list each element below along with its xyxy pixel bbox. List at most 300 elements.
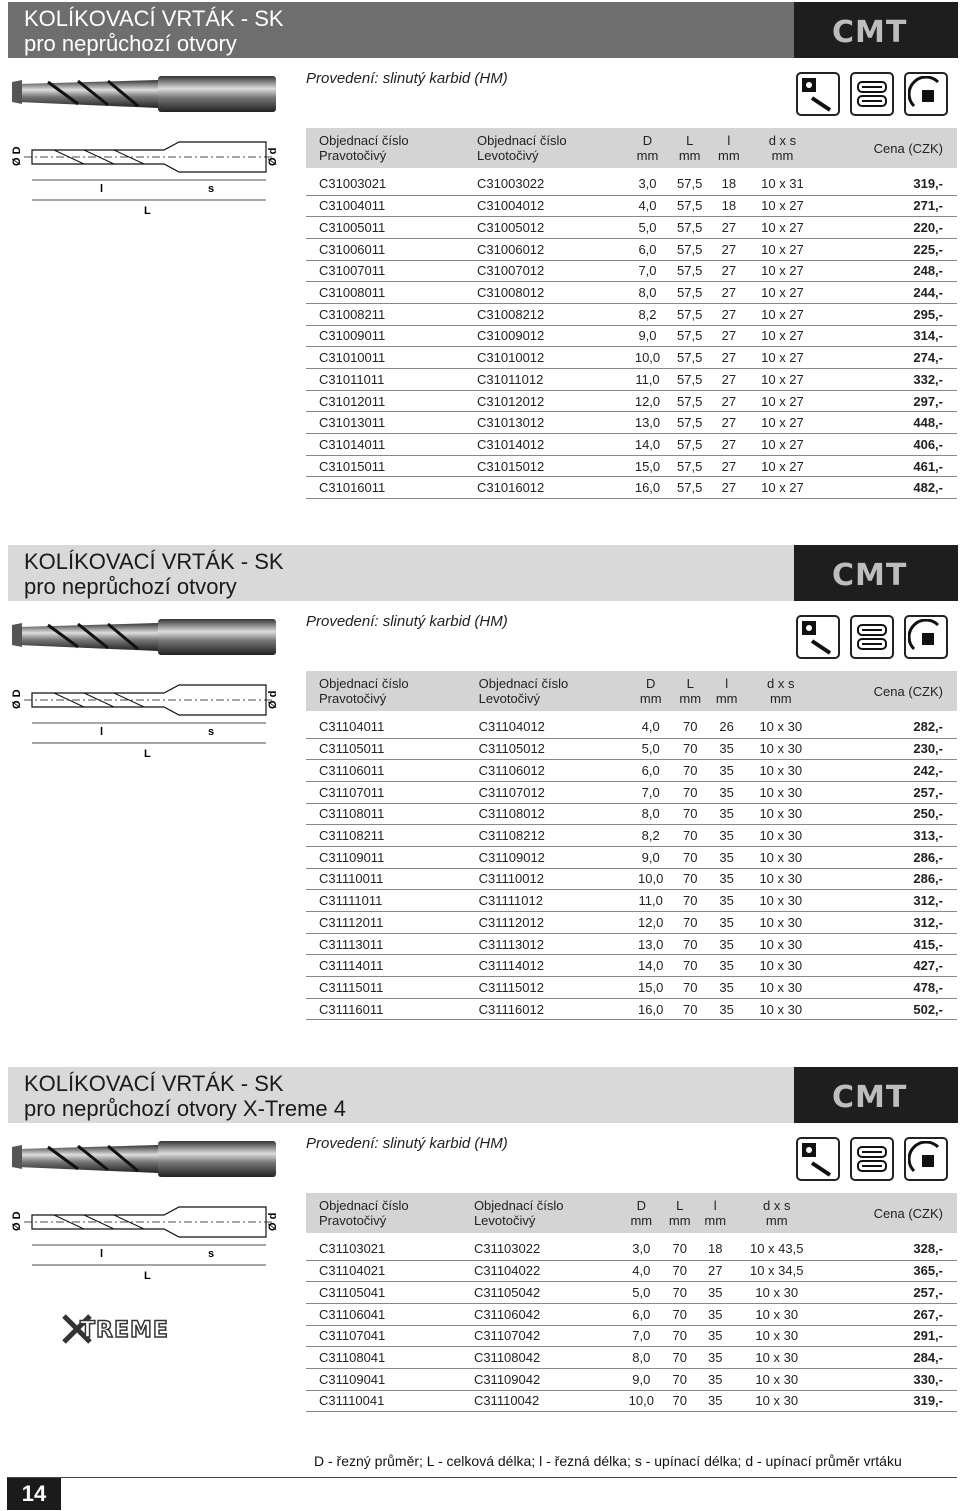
cell-code-left: C31014012 — [477, 434, 626, 456]
title-box — [8, 1067, 794, 1123]
cell-code-left: C31008212 — [477, 303, 626, 325]
table-row — [306, 760, 957, 782]
cell-code-right: C31107011 — [306, 781, 479, 803]
table-row — [306, 325, 957, 347]
cell-price: 314,- — [818, 325, 957, 347]
cell-diameter-D: 8,0 — [629, 803, 672, 825]
table-row — [306, 803, 957, 825]
cell-shank-dxs: 10 x 34,5 — [733, 1260, 821, 1282]
cell-shank-dxs: 10 x 27 — [747, 260, 818, 282]
cell-diameter-D: 8,0 — [621, 1347, 662, 1369]
cell-cutting-length-l: 35 — [697, 1303, 732, 1325]
section-header — [8, 1067, 958, 1123]
title-line-1: KOLÍKOVACÍ VRTÁK - SK — [24, 1071, 284, 1096]
cell-shank-dxs: 10 x 30 — [745, 781, 817, 803]
cell-code-left: C31110042 — [474, 1390, 621, 1412]
cell-code-right: C31105011 — [306, 738, 479, 760]
table-row — [306, 195, 957, 217]
cell-code-right: C31003021 — [306, 168, 477, 195]
cell-price: 250,- — [817, 803, 957, 825]
diameter-d-label: Ø d — [267, 1212, 279, 1231]
material-note: Provedení: slinutý karbid (HM) — [306, 70, 508, 87]
cell-price: 312,- — [817, 912, 957, 934]
cell-code-left: C31016012 — [477, 477, 626, 499]
cell-diameter-D: 12,0 — [626, 390, 668, 412]
brand-logo: CMT — [832, 15, 908, 50]
material-note: Provedení: slinutý karbid (HM) — [306, 1135, 508, 1152]
cell-cutting-length-l: 35 — [708, 890, 744, 912]
cell-code-right: C31007011 — [306, 260, 477, 282]
cell-code-right: C31011011 — [306, 369, 477, 391]
cell-cutting-length-l: 27 — [711, 434, 747, 456]
cell-price: 330,- — [821, 1368, 957, 1390]
cell-length-L: 57,5 — [669, 303, 711, 325]
cell-diameter-D: 5,0 — [621, 1282, 662, 1304]
spec-table — [306, 671, 957, 1020]
table-row — [306, 846, 957, 868]
cell-diameter-D: 14,0 — [626, 434, 668, 456]
col-L: L mm — [662, 1193, 697, 1233]
cell-diameter-D: 14,0 — [629, 955, 672, 977]
cell-price: 415,- — [817, 933, 957, 955]
cell-code-left: C31107012 — [479, 781, 630, 803]
cell-code-left: C31111012 — [479, 890, 630, 912]
section-title — [24, 549, 284, 599]
cell-diameter-D: 9,0 — [621, 1368, 662, 1390]
cell-cutting-length-l: 35 — [708, 825, 744, 847]
cell-shank-dxs: 10 x 43,5 — [733, 1233, 821, 1260]
col-L: L mm — [669, 128, 711, 168]
cell-diameter-D: 15,0 — [629, 977, 672, 999]
cell-code-right: C31104021 — [306, 1260, 474, 1282]
cell-cutting-length-l: 35 — [708, 846, 744, 868]
cell-cutting-length-l: 35 — [708, 760, 744, 782]
cell-code-left: C31008012 — [477, 282, 626, 304]
cell-price: 448,- — [818, 412, 957, 434]
cell-code-right: C31107041 — [306, 1325, 474, 1347]
table-body — [306, 168, 957, 499]
cell-length-L: 57,5 — [669, 260, 711, 282]
title-box — [8, 2, 794, 58]
cell-code-left: C31107042 — [474, 1325, 621, 1347]
cell-diameter-D: 3,0 — [621, 1233, 662, 1260]
legend-footnote: D - řezný průměr; L - celková délka; l - řezná délka; s - upínací délka; d - upínací průměr vrtáku — [314, 1453, 902, 1469]
table-body — [306, 1233, 957, 1412]
cell-price: 257,- — [817, 781, 957, 803]
cell-diameter-D: 5,0 — [629, 738, 672, 760]
table-row — [306, 238, 957, 260]
xtreme-logo-text: TREME — [80, 1318, 169, 1343]
cell-cutting-length-l: 27 — [711, 390, 747, 412]
cell-length-L: 70 — [672, 998, 708, 1020]
table-row — [306, 1347, 957, 1369]
table-row — [306, 347, 957, 369]
cell-shank-dxs: 10 x 27 — [747, 282, 818, 304]
cell-diameter-D: 10,0 — [626, 347, 668, 369]
section-title — [24, 6, 284, 56]
cell-code-left: C31106012 — [479, 760, 630, 782]
cell-diameter-D: 10,0 — [629, 868, 672, 890]
cell-length-L: 57,5 — [669, 369, 711, 391]
cell-length-L: 57,5 — [669, 347, 711, 369]
cell-code-right: C31104011 — [306, 711, 479, 738]
cell-code-left: C31109042 — [474, 1368, 621, 1390]
cell-code-left: C31110012 — [479, 868, 630, 890]
title-line-1: KOLÍKOVACÍ VRTÁK - SK — [24, 6, 284, 31]
cell-code-left: C31109012 — [479, 846, 630, 868]
technical-drawing — [4, 1197, 284, 1287]
table-row — [306, 977, 957, 999]
length-l-label: l — [100, 726, 104, 738]
col-obj-lev: Objednací číslo Levotočivý — [479, 671, 630, 711]
cell-diameter-D: 3,0 — [626, 168, 668, 195]
cell-diameter-D: 4,0 — [629, 711, 672, 738]
length-s-label: s — [208, 183, 215, 195]
title-line-2: pro neprůchozí otvory X-Treme 4 — [24, 1096, 346, 1121]
cell-code-left: C31010012 — [477, 347, 626, 369]
cell-diameter-D: 13,0 — [626, 412, 668, 434]
cell-cutting-length-l: 27 — [711, 282, 747, 304]
cell-cutting-length-l: 18 — [697, 1233, 732, 1260]
cell-code-left: C31006012 — [477, 238, 626, 260]
cell-code-right: C31114011 — [306, 955, 479, 977]
cell-cutting-length-l: 35 — [697, 1282, 732, 1304]
cell-code-left: C31011012 — [477, 369, 626, 391]
cell-price: 482,- — [818, 477, 957, 499]
cell-code-left: C31114012 — [479, 955, 630, 977]
table-row — [306, 1325, 957, 1347]
table-row — [306, 1282, 957, 1304]
col-price: Cena (CZK) — [817, 671, 957, 711]
cell-code-left: C31104012 — [479, 711, 630, 738]
table-row — [306, 955, 957, 977]
cell-cutting-length-l: 27 — [711, 369, 747, 391]
cell-cutting-length-l: 35 — [708, 955, 744, 977]
table-row — [306, 781, 957, 803]
cell-shank-dxs: 10 x 27 — [747, 412, 818, 434]
cell-shank-dxs: 10 x 27 — [747, 369, 818, 391]
cell-price: 502,- — [817, 998, 957, 1020]
cell-price: 282,- — [817, 711, 957, 738]
cell-shank-dxs: 10 x 30 — [733, 1282, 821, 1304]
cell-code-right: C31008211 — [306, 303, 477, 325]
cell-code-left: C31115012 — [479, 977, 630, 999]
cell-diameter-D: 8,2 — [626, 303, 668, 325]
table-row — [306, 282, 957, 304]
cell-length-L: 57,5 — [669, 325, 711, 347]
cell-cutting-length-l: 35 — [708, 977, 744, 999]
brand-logo: CMT — [832, 1080, 908, 1115]
cell-code-left: C31105012 — [479, 738, 630, 760]
col-l: l mm — [708, 671, 744, 711]
cell-code-right: C31113011 — [306, 933, 479, 955]
cell-cutting-length-l: 27 — [711, 477, 747, 499]
cell-code-right: C31115011 — [306, 977, 479, 999]
cell-length-L: 70 — [662, 1390, 697, 1412]
drill-bit-image — [8, 72, 278, 114]
col-D: D mm — [621, 1193, 662, 1233]
cell-code-right: C31108211 — [306, 825, 479, 847]
cell-length-L: 70 — [662, 1282, 697, 1304]
drill-press-icon — [796, 615, 840, 659]
cell-shank-dxs: 10 x 30 — [745, 738, 817, 760]
cell-cutting-length-l: 35 — [708, 803, 744, 825]
spec-table — [306, 1193, 957, 1412]
table-row — [306, 390, 957, 412]
col-ds: d x s mm — [745, 671, 817, 711]
cell-shank-dxs: 10 x 30 — [745, 890, 817, 912]
cell-code-left: C31104022 — [474, 1260, 621, 1282]
cell-price: 312,- — [817, 890, 957, 912]
drill-press-icon — [796, 72, 840, 116]
diameter-d-label: Ø d — [267, 147, 279, 166]
cell-shank-dxs: 10 x 27 — [747, 390, 818, 412]
length-L-label: L — [144, 205, 151, 217]
cell-diameter-D: 6,0 — [629, 760, 672, 782]
cell-length-L: 70 — [662, 1368, 697, 1390]
col-ds: d x s mm — [733, 1193, 821, 1233]
cell-shank-dxs: 10 x 30 — [733, 1368, 821, 1390]
cell-length-L: 70 — [672, 781, 708, 803]
cell-code-left: C31013012 — [477, 412, 626, 434]
cell-length-L: 70 — [672, 825, 708, 847]
cell-diameter-D: 4,0 — [626, 195, 668, 217]
cell-length-L: 70 — [662, 1260, 697, 1282]
table-header-row — [306, 1193, 957, 1233]
cell-cutting-length-l: 35 — [697, 1390, 732, 1412]
cell-diameter-D: 11,0 — [629, 890, 672, 912]
table-row — [306, 168, 957, 195]
cell-price: 267,- — [821, 1303, 957, 1325]
table-row — [306, 434, 957, 456]
cell-length-L: 70 — [672, 711, 708, 738]
cell-shank-dxs: 10 x 27 — [747, 195, 818, 217]
cell-cutting-length-l: 35 — [708, 781, 744, 803]
col-l: l mm — [697, 1193, 732, 1233]
cell-cutting-length-l: 35 — [697, 1325, 732, 1347]
cell-price: 257,- — [821, 1282, 957, 1304]
cell-code-right: C31116011 — [306, 998, 479, 1020]
cell-length-L: 70 — [672, 846, 708, 868]
cell-shank-dxs: 10 x 30 — [745, 846, 817, 868]
cell-diameter-D: 9,0 — [629, 846, 672, 868]
cell-code-right: C31103021 — [306, 1233, 474, 1260]
length-l-label: l — [100, 1248, 104, 1260]
cell-cutting-length-l: 35 — [708, 998, 744, 1020]
cell-length-L: 57,5 — [669, 282, 711, 304]
cell-code-right: C31010011 — [306, 347, 477, 369]
cell-shank-dxs: 10 x 30 — [745, 760, 817, 782]
col-L: L mm — [672, 671, 708, 711]
cell-code-left: C31012012 — [477, 390, 626, 412]
cell-shank-dxs: 10 x 30 — [745, 825, 817, 847]
cell-shank-dxs: 10 x 30 — [745, 868, 817, 890]
cell-price: 291,- — [821, 1325, 957, 1347]
cell-code-right: C31016011 — [306, 477, 477, 499]
cell-code-right: C31012011 — [306, 390, 477, 412]
cell-length-L: 57,5 — [669, 168, 711, 195]
cell-code-right: C31109041 — [306, 1368, 474, 1390]
cell-code-right: C31112011 — [306, 912, 479, 934]
cell-code-right: C31109011 — [306, 846, 479, 868]
cell-shank-dxs: 10 x 30 — [745, 977, 817, 999]
cell-length-L: 70 — [672, 955, 708, 977]
cell-code-left: C31112012 — [479, 912, 630, 934]
table-row — [306, 711, 957, 738]
cell-length-L: 57,5 — [669, 217, 711, 239]
cell-code-left: C31108212 — [479, 825, 630, 847]
cell-code-right: C31014011 — [306, 434, 477, 456]
cell-length-L: 57,5 — [669, 455, 711, 477]
diameter-D-label: Ø D — [11, 146, 23, 166]
drill-bit-image — [8, 1137, 278, 1179]
xtreme-logo — [60, 1312, 200, 1346]
cell-price: 244,- — [818, 282, 957, 304]
brand-logo: CMT — [832, 558, 908, 593]
col-D: D mm — [629, 671, 672, 711]
cell-code-right: C31106011 — [306, 760, 479, 782]
table-header-row — [306, 128, 957, 168]
col-obj-prav: Objednací číslo Pravotočivý — [306, 128, 477, 168]
cell-length-L: 57,5 — [669, 477, 711, 499]
cell-shank-dxs: 10 x 30 — [733, 1325, 821, 1347]
cell-diameter-D: 13,0 — [629, 933, 672, 955]
section-header — [8, 545, 958, 601]
table-body — [306, 711, 957, 1020]
cell-shank-dxs: 10 x 30 — [745, 803, 817, 825]
cell-cutting-length-l: 35 — [708, 912, 744, 934]
cell-diameter-D: 12,0 — [629, 912, 672, 934]
cell-diameter-D: 15,0 — [626, 455, 668, 477]
diameter-D-label: Ø D — [11, 1211, 23, 1231]
table-row — [306, 455, 957, 477]
cnc-machine-icon — [850, 615, 894, 659]
technical-drawing — [4, 675, 284, 765]
table-row — [306, 825, 957, 847]
cell-code-left: C31009012 — [477, 325, 626, 347]
cell-length-L: 70 — [672, 933, 708, 955]
col-D: D mm — [626, 128, 668, 168]
cell-code-right: C31105041 — [306, 1282, 474, 1304]
cell-length-L: 57,5 — [669, 434, 711, 456]
cell-diameter-D: 7,0 — [621, 1325, 662, 1347]
cell-shank-dxs: 10 x 30 — [733, 1347, 821, 1369]
length-L-label: L — [144, 1270, 151, 1282]
table-row — [306, 738, 957, 760]
cell-shank-dxs: 10 x 30 — [733, 1390, 821, 1412]
cell-code-left: C31003022 — [477, 168, 626, 195]
machine-icons — [796, 1137, 948, 1181]
cell-shank-dxs: 10 x 27 — [747, 217, 818, 239]
cell-length-L: 57,5 — [669, 390, 711, 412]
cell-price: 406,- — [818, 434, 957, 456]
cell-code-left: C31105042 — [474, 1282, 621, 1304]
cell-length-L: 70 — [662, 1233, 697, 1260]
drill-press-icon — [796, 1137, 840, 1181]
cell-length-L: 70 — [672, 760, 708, 782]
cell-price: 295,- — [818, 303, 957, 325]
bottom-divider — [7, 1477, 957, 1478]
col-ds: d x s mm — [747, 128, 818, 168]
cell-code-right: C31004011 — [306, 195, 477, 217]
cell-code-right: C31015011 — [306, 455, 477, 477]
cell-length-L: 70 — [662, 1347, 697, 1369]
cell-code-right: C31108041 — [306, 1347, 474, 1369]
col-obj-prav: Objednací číslo Pravotočivý — [306, 671, 479, 711]
table-row — [306, 998, 957, 1020]
cell-shank-dxs: 10 x 30 — [745, 711, 817, 738]
brand-logo-box — [794, 2, 958, 58]
cell-length-L: 70 — [672, 868, 708, 890]
brand-logo-box — [794, 545, 958, 601]
cell-cutting-length-l: 18 — [711, 195, 747, 217]
cell-code-right: C31006011 — [306, 238, 477, 260]
cell-diameter-D: 9,0 — [626, 325, 668, 347]
length-l-label: l — [100, 183, 104, 195]
cell-price: 313,- — [817, 825, 957, 847]
cell-length-L: 57,5 — [669, 195, 711, 217]
cell-shank-dxs: 10 x 30 — [733, 1303, 821, 1325]
cell-code-left: C31113012 — [479, 933, 630, 955]
boring-machine-icon — [904, 72, 948, 116]
cell-diameter-D: 7,0 — [626, 260, 668, 282]
cnc-machine-icon — [850, 72, 894, 116]
cell-cutting-length-l: 27 — [711, 260, 747, 282]
cell-price: 332,- — [818, 369, 957, 391]
cell-price: 230,- — [817, 738, 957, 760]
cell-price: 220,- — [818, 217, 957, 239]
cnc-machine-icon — [850, 1137, 894, 1181]
cell-code-left: C31106042 — [474, 1303, 621, 1325]
cell-code-right: C31110011 — [306, 868, 479, 890]
table-row — [306, 1303, 957, 1325]
cell-cutting-length-l: 27 — [711, 347, 747, 369]
cell-code-left: C31005012 — [477, 217, 626, 239]
cell-code-right: C31108011 — [306, 803, 479, 825]
title-box — [8, 545, 794, 601]
cell-diameter-D: 7,0 — [629, 781, 672, 803]
cell-shank-dxs: 10 x 30 — [745, 955, 817, 977]
boring-machine-icon — [904, 1137, 948, 1181]
table-header-row — [306, 671, 957, 711]
cell-code-left: C31108012 — [479, 803, 630, 825]
cell-code-right: C31005011 — [306, 217, 477, 239]
cell-cutting-length-l: 35 — [697, 1347, 732, 1369]
cell-cutting-length-l: 27 — [697, 1260, 732, 1282]
cell-diameter-D: 11,0 — [626, 369, 668, 391]
length-L-label: L — [144, 748, 151, 760]
cell-price: 365,- — [821, 1260, 957, 1282]
cell-shank-dxs: 10 x 30 — [745, 998, 817, 1020]
cell-cutting-length-l: 35 — [708, 868, 744, 890]
cell-shank-dxs: 10 x 27 — [747, 238, 818, 260]
brand-logo-box — [794, 1067, 958, 1123]
cell-code-right: C31013011 — [306, 412, 477, 434]
col-price: Cena (CZK) — [818, 128, 957, 168]
diameter-d-label: Ø d — [267, 690, 279, 709]
cell-diameter-D: 6,0 — [626, 238, 668, 260]
cell-cutting-length-l: 27 — [711, 303, 747, 325]
cell-price: 286,- — [817, 868, 957, 890]
cell-shank-dxs: 10 x 27 — [747, 325, 818, 347]
material-note: Provedení: slinutý karbid (HM) — [306, 613, 508, 630]
cell-cutting-length-l: 27 — [711, 325, 747, 347]
cell-code-right: C31110041 — [306, 1390, 474, 1412]
boring-machine-icon — [904, 615, 948, 659]
col-l: l mm — [711, 128, 747, 168]
cell-cutting-length-l: 27 — [711, 238, 747, 260]
title-line-2: pro neprůchozí otvory — [24, 574, 237, 599]
